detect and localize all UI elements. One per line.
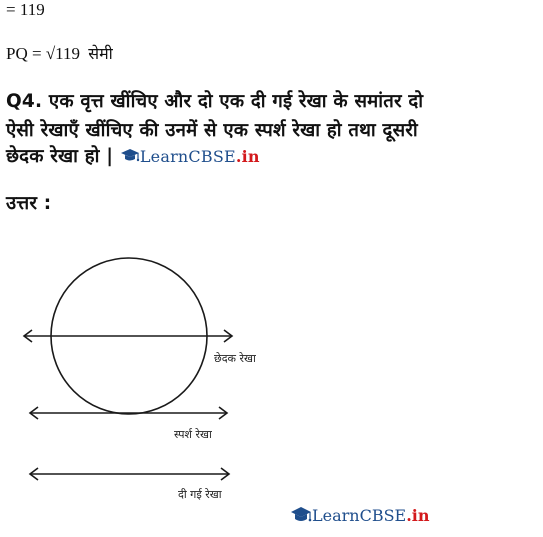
watermark-tld: .in	[235, 146, 260, 166]
graduation-cap-icon	[290, 505, 312, 525]
tangent-label: स्पर्श रेखा	[174, 428, 212, 441]
answer-label: उत्तर :	[6, 193, 52, 214]
question-text-3: छेदक रेखा हो |	[6, 146, 114, 167]
secant-line	[24, 330, 232, 342]
pq-value: PQ = √119	[6, 44, 81, 63]
question-text-2: ऐसी रेखाएँ खींचिए की उनमें से एक स्पर्श रेखा हो तथा दूसरी	[6, 120, 418, 141]
equation-line: = 119	[6, 0, 45, 19]
watermark-tld: .in	[406, 505, 430, 525]
watermark-brand: LearnCBSE	[139, 146, 236, 166]
tangent-line	[30, 407, 227, 419]
given-line	[30, 468, 229, 480]
watermark-brand: LearnCBSE	[312, 505, 407, 525]
learncbse-watermark-bottom	[290, 505, 430, 525]
question-text-1: एक वृत्त खींचिए और दो एक दी गई रेखा के समांतर दो	[48, 91, 424, 112]
pq-unit: सेमी	[88, 44, 113, 63]
question-number: Q4.	[6, 91, 43, 112]
given-line-label: दी गई रेखा	[178, 488, 222, 501]
secant-label: छेदक रेखा	[214, 352, 256, 365]
